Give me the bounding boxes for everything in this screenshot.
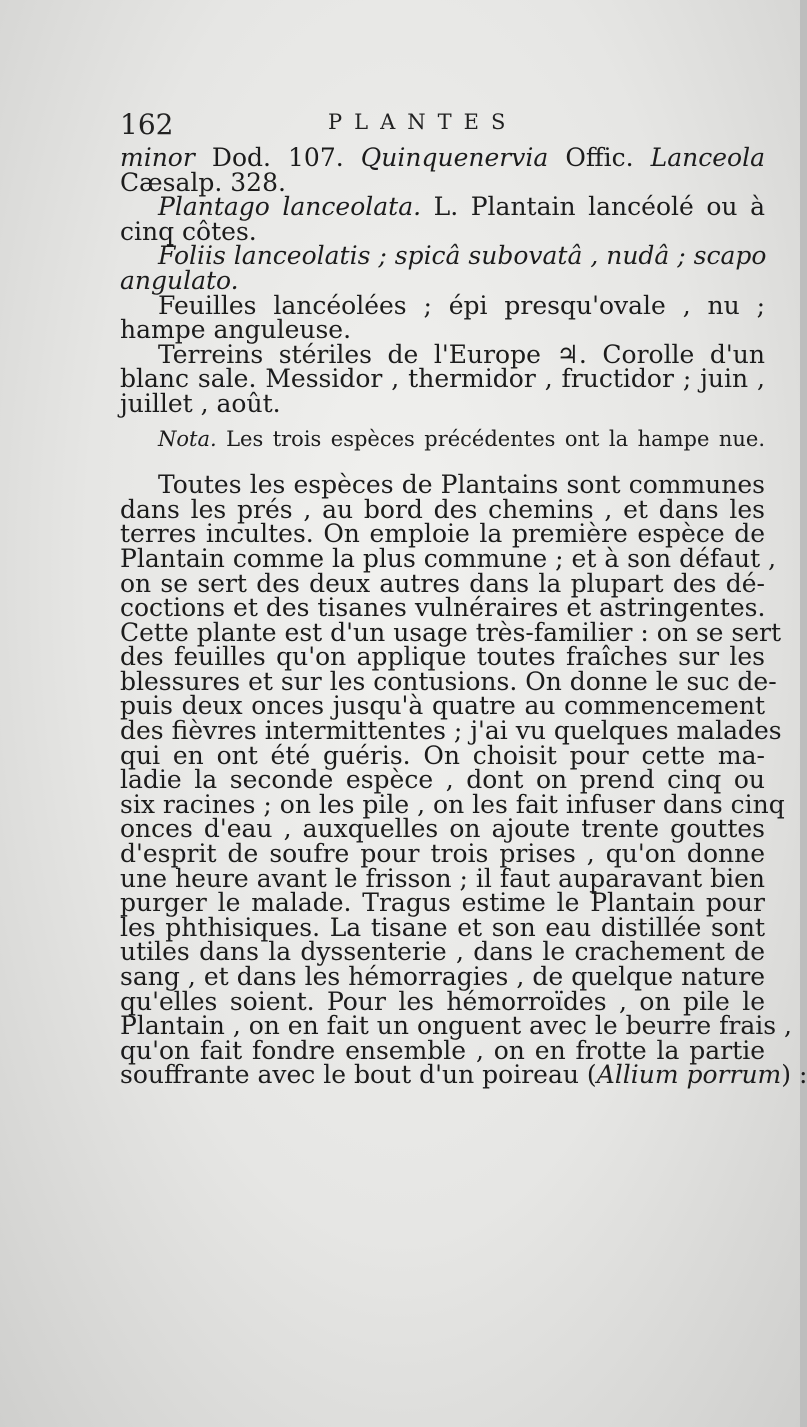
- text-line-4: cinq côtes.: [120, 216, 257, 246]
- text-line-6: angulato.: [120, 265, 239, 295]
- text-line-8: hampe anguleuse.: [120, 315, 352, 345]
- text-line-10: blanc sale. Messidor , thermidor , fructidor ; juin ,: [120, 364, 765, 394]
- text-line-16: Plantain comme la plus commune ; et à son défaut ,: [120, 543, 777, 573]
- text-span: Allium porrum: [596, 1060, 782, 1090]
- text-line-1: [120, 143, 765, 172]
- text-line-31: les phthisiques. La tisane et son eau distillée sont: [120, 912, 765, 942]
- spacer: [120, 417, 765, 427]
- text-span: minor: [120, 143, 195, 172]
- nota-label: Nota.: [158, 426, 217, 451]
- text-span: Dod. 107.: [194, 143, 361, 172]
- text-line-30: purger le malade. Tragus estime le Plantain pour: [120, 888, 765, 918]
- text-line-11: juillet , août.: [120, 388, 281, 418]
- page-header: [120, 104, 760, 144]
- body-text: [120, 143, 807, 1090]
- nota-line: [120, 427, 765, 452]
- text-line-24: qui en ont été guéris. On choisit pour cette ma-: [120, 740, 765, 770]
- text-line-29: une heure avant le frisson ; il faut auparavant bien: [120, 863, 765, 893]
- text-line-15: terres incultes. On emploie la première espèce de: [120, 519, 765, 549]
- text-line-27: onces d'eau , auxquelles on ajoute trente gouttes: [120, 814, 765, 844]
- text-line-9: Terreins stériles de l'Europe ♃. Corolle d'un: [158, 339, 765, 369]
- text-span: L. Plantain lancéolé ou à: [421, 192, 765, 222]
- text-line-25: ladie la seconde espèce , dont on prend cinq ou: [120, 765, 765, 795]
- text-span: Offic.: [548, 143, 651, 172]
- text-line-37: [120, 1060, 807, 1090]
- text-span: Les trois espèces précédentes ont la hampe nue.: [216, 426, 765, 451]
- text-line-18: coctions et des tisanes vulnéraires et astringentes.: [120, 593, 766, 623]
- text-line-33: sang , et dans les hémorragies , de quelque nature: [120, 962, 765, 991]
- text-line-17: on se sert des deux autres dans la plupart des dé-: [120, 568, 765, 598]
- text-span: Lanceola: [650, 143, 765, 172]
- text-span: Quinquenervia: [360, 143, 549, 172]
- running-head: PLANTES: [328, 110, 518, 134]
- text-line-23: des fièvres intermittentes ; j'ai vu quelques malades: [120, 716, 782, 746]
- text-line-26: six racines ; on les pile , on les fait infuser dans cinq: [120, 789, 785, 819]
- text-line-35: Plantain , on en fait un onguent avec le beurre frais ,: [120, 1011, 792, 1041]
- text-line-32: utiles dans la dyssenterie , dans le crachement de: [120, 937, 765, 967]
- text-line-13: Toutes les espèces de Plantains sont communes: [158, 470, 765, 500]
- text-line-28: d'esprit de soufre pour trois prises , qu'on donne: [120, 839, 765, 869]
- text-span: ) :: [781, 1060, 807, 1090]
- text-span: souffrante avec le bout d'un poireau (: [120, 1060, 597, 1090]
- text-span: Plantago lanceolata.: [158, 192, 422, 222]
- text-line-19: Cette plante est d'un usage très-familier : on se sert: [120, 617, 782, 647]
- text-line-36: qu'on fait fondre ensemble , on en frotte la partie: [120, 1035, 765, 1065]
- text-line-22: puis deux onces jusqu'à quatre au commencement: [120, 691, 765, 721]
- page-number: 162: [120, 108, 174, 141]
- text-line-20: des feuilles qu'on applique toutes fraîches sur les: [120, 642, 765, 672]
- text-line-21: blessures et sur les contusions. On donne le suc de-: [120, 666, 777, 696]
- text-line-14: dans les prés , au bord des chemins , et dans les: [120, 494, 765, 524]
- text-line-5: Foliis lanceolatis ; spicâ subovatâ , nudâ ; scapo: [158, 241, 767, 271]
- text-line-2: Cæsalp. 328.: [120, 167, 286, 197]
- text-line-34: qu'elles soient. Pour les hémorroïdes , on pile le: [120, 986, 765, 1016]
- text-line-7: Feuilles lancéolées ; épi presqu'ovale , nu ;: [158, 290, 765, 320]
